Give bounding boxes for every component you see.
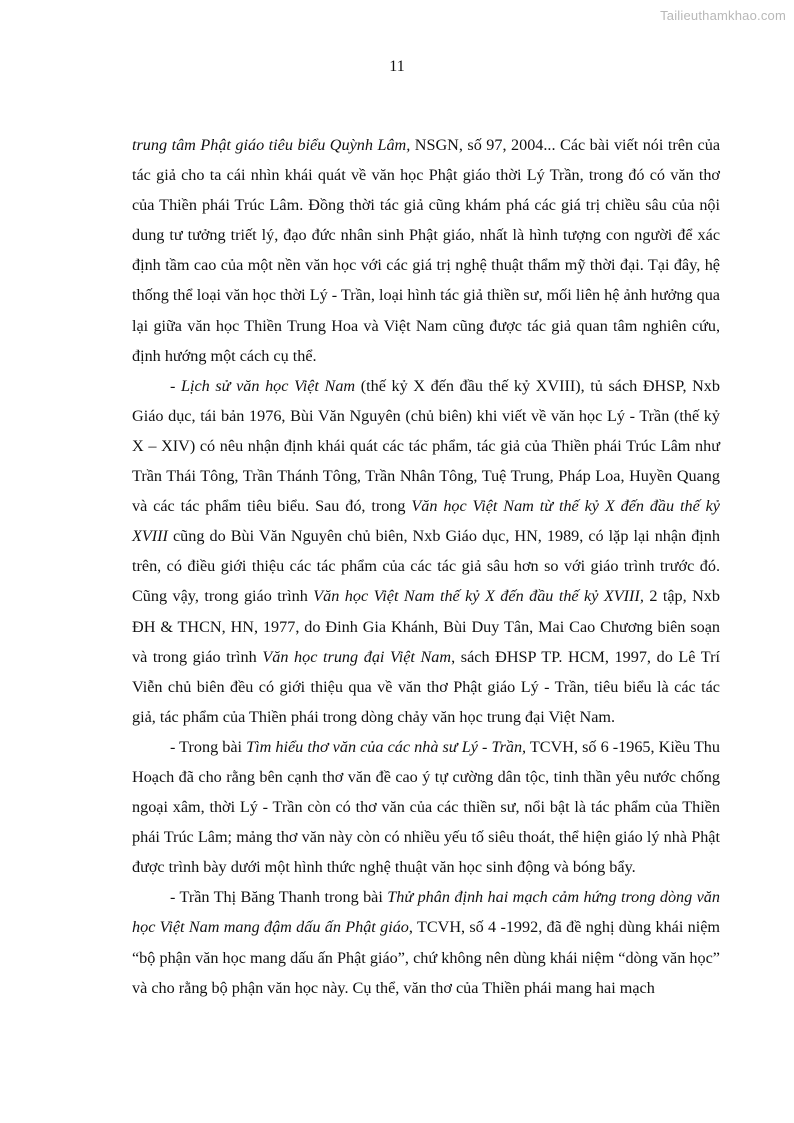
text-segment: -: [170, 376, 181, 395]
paragraph-p2: [132, 371, 720, 732]
italic-title-segment: Lịch sử văn học Việt Nam: [181, 376, 356, 395]
italic-title-segment: Văn học Việt Nam thế kỷ X đến đầu thế kỷ XVIII,: [313, 587, 644, 606]
text-segment: (thế kỷ X đến đầu thế kỷ XVIII), tủ sách ĐHSP, Nxb Giáo dục, tái bản 1976, Bùi Văn Nguyên (chủ biên) khi viết về văn học Lý - Trần (thế kỷ X – XIV) có nêu nhận định khái quát các tác phẩm, tác giả của Thiền phái Trúc Lâm như Trần Thái Tông, Trần Thánh Tông, Trần Nhân Tông, Tuệ Trung, Pháp Loa, Huyền Quang và các tác phẩm tiêu biểu. Sau đó, trong: [132, 376, 720, 516]
text-segment: TCVH, số 6 -1965, Kiều Thu Hoạch đã cho rằng bên cạnh thơ văn đề cao ý tự cường dân tộc, tinh thần yêu nước chống ngoại xâm, thời Lý - Trần còn có thơ văn của các thiền sư, nổi bật là tác phẩm của Thiền phái Trúc Lâm; mảng thơ văn này còn có nhiều yếu tố siêu thoát, thể hiện giáo lý nhà Phật được trình bày dưới một hình thức nghệ thuật văn học sinh động và bóng bẩy.: [132, 737, 720, 877]
page-number: 11: [389, 58, 405, 75]
italic-title-segment: Văn học trung đại Việt Nam: [262, 647, 452, 666]
text-segment: cũng do Bùi Văn Nguyên chủ biên, Nxb Giáo dục, HN, 1989, có lặp lại nhận định trên, có điều giới thiệu các tác phẩm của các tác giả sâu hơn so với giáo trình trước đó. Cũng vậy, trong giáo trình: [132, 527, 720, 606]
document-body: [132, 130, 720, 1003]
italic-title-segment: Văn học Việt Nam từ thế kỷ X đến đầu thế kỷ XVIII: [132, 497, 720, 546]
text-segment: , TCVH, số 4 -1992, đã đề nghị dùng khái niệm “bộ phận văn học mang dấu ấn Phật giáo”, chứ không nên dùng khái niệm “dòng văn học” và cho rằng bộ phận văn học này. Cụ thể, văn thơ của Thiền phái mang hai mạch: [132, 918, 720, 997]
text-segment: - Trần Thị Băng Thanh trong bài: [170, 888, 388, 907]
text-segment: 2 tập, Nxb ĐH & THCN, HN, 1977, do Đinh Gia Khánh, Bùi Duy Tân, Mai Cao Chương biên soạn và trong giáo trình: [132, 587, 720, 666]
italic-title-segment: trung tâm Phật giáo tiêu biểu Quỳnh Lâm,: [132, 136, 411, 154]
paragraph-p1: [132, 130, 720, 371]
paragraph-p4: [132, 882, 720, 1002]
text-segment: , sách ĐHSP TP. HCM, 1997, do Lê Trí Viễn chủ biên đều có giới thiệu qua về văn thơ Phật giáo Lý - Trần, tiêu biểu là các tác giả, tác phẩm của Thiền phái trong dòng chảy văn học trung đại Việt Nam.: [132, 647, 721, 726]
text-segment: - Trong bài: [170, 737, 247, 756]
italic-title-segment: Tìm hiểu thơ văn của các nhà sư Lý - Trần,: [246, 737, 527, 756]
italic-title-segment: Thử phân định hai mạch cảm hứng trong dòng văn học Việt Nam mang đậm dấu ấn Phật giáo: [132, 888, 720, 937]
site-watermark: Tailieuthamkhao.com: [660, 8, 786, 23]
paragraph-p3: [132, 732, 720, 882]
text-segment: NSGN, số 97, 2004... Các bài viết nói trên của tác giả cho ta cái nhìn khái quát về văn học Phật giáo thời Lý Trần, trong đó có văn thơ của Thiền phái Trúc Lâm. Đồng thời tác giả cũng khám phá các giá trị chiều sâu của nội dung tư tưởng triết lý, đạo đức nhân sinh Phật giáo, nhất là hình tượng con người để xác định tầm cao của một nền văn học với các giá trị nghệ thuật thẩm mỹ thời đại. Tại đây, hệ thống thể loại văn học thời Lý - Trần, loại hình tác giả thiền sư, mối liên hệ ảnh hưởng qua lại giữa văn học Thiền Trung Hoa và Việt Nam cũng được tác giả quan tâm nghiên cứu, định hướng một cách cụ thể.: [132, 136, 721, 365]
